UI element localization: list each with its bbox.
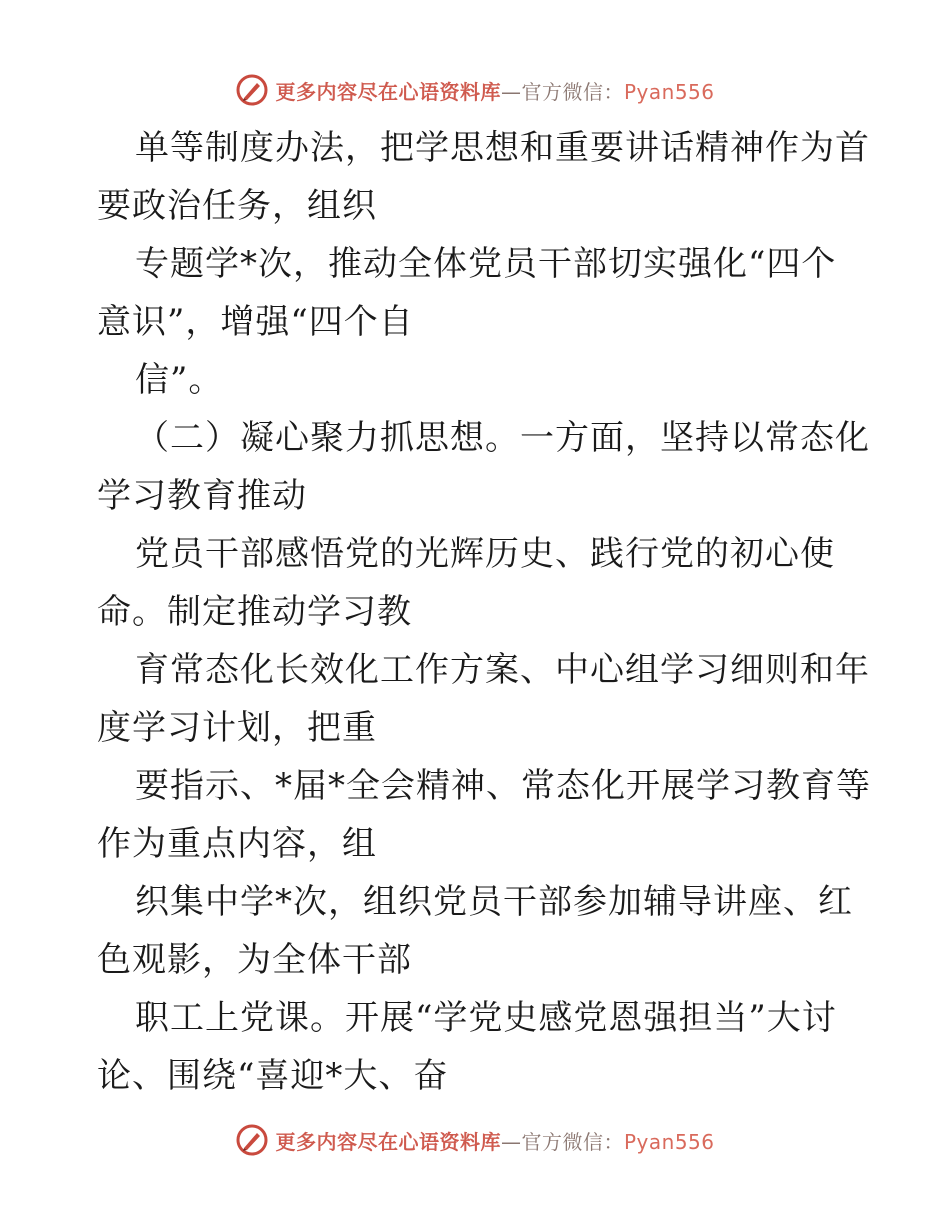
footer-watermark-banner [0, 1120, 950, 1160]
text-line: 色观影，为全体干部 [97, 940, 412, 980]
text-line: 命。制定推动学习教 [97, 592, 412, 632]
text-line: 育常态化长效化工作方案、中心组学习细则和年 [135, 650, 870, 690]
text-line: 要指示、*届*全会精神、常态化开展学习教育等 [135, 766, 871, 806]
text-line: （二）凝心聚力抓思想。一方面，坚持以常态化 [135, 418, 870, 458]
text-line: 学习教育推动 [97, 476, 307, 516]
header-watermark-banner [0, 70, 950, 110]
text-line: 作为重点内容，组 [97, 824, 377, 864]
document-body [97, 119, 871, 1105]
text-line: 论、围绕“喜迎*大、奋 [97, 1056, 449, 1096]
text-line: 信”。 [135, 360, 224, 400]
text-line: 专题学*次，推动全体党员干部切实强化“四个 [135, 244, 837, 284]
watermark-text: 更多内容尽在心语资料库—官方微信：Pyan556 [275, 79, 715, 104]
text-line: 职工上党课。开展“学党史感党恩强担当”大讨 [135, 998, 837, 1038]
text-line: 织集中学*次，组织党员干部参加辅导讲座、红 [135, 882, 853, 922]
pen-logo-icon [235, 1123, 269, 1157]
text-line: 党员干部感悟党的光辉历史、践行党的初心使 [135, 534, 835, 574]
pen-logo-icon [235, 73, 269, 107]
watermark-text: 更多内容尽在心语资料库—官方微信：Pyan556 [275, 1129, 715, 1154]
text-line: 要政治任务，组织 [97, 186, 377, 226]
text-line: 意识”，增强“四个自 [97, 302, 414, 342]
text-line: 单等制度办法，把学思想和重要讲话精神作为首 [135, 128, 870, 168]
text-line: 度学习计划，把重 [97, 708, 377, 748]
